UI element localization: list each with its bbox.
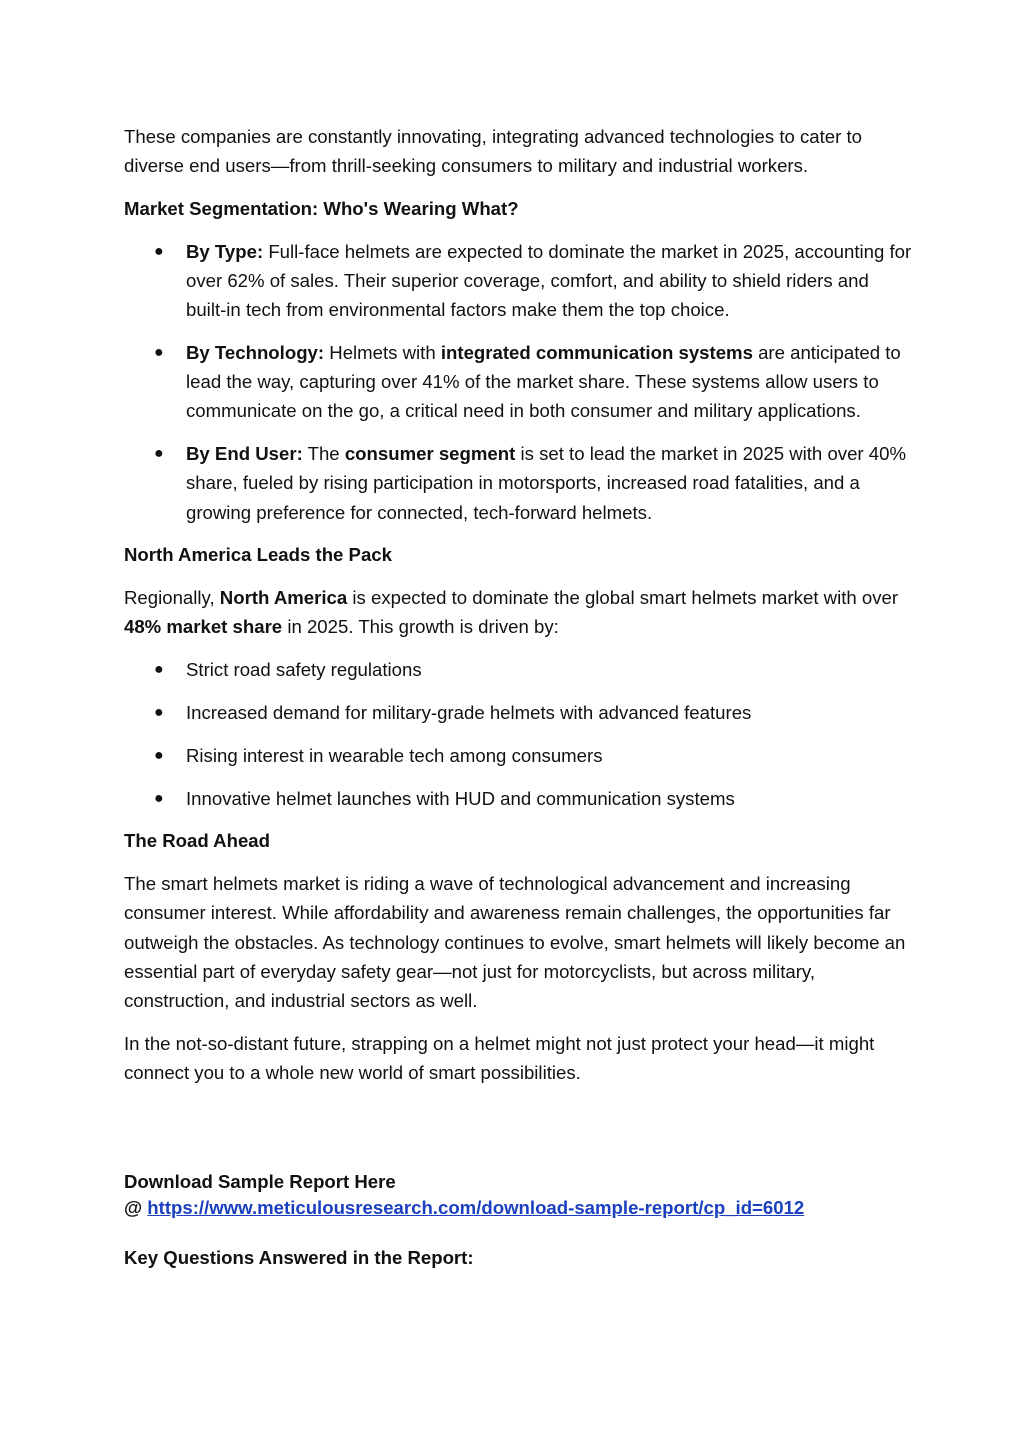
segment-text: Helmets with xyxy=(324,342,441,363)
segment-label: By Technology: xyxy=(186,342,325,363)
share-emphasis: 48% market share xyxy=(124,616,283,638)
spacer xyxy=(124,1101,914,1169)
text-run: Regionally, xyxy=(124,587,220,609)
list-item xyxy=(124,237,914,325)
bullet-icon: ● xyxy=(154,445,164,463)
driver-text: Innovative helmet launches with HUD and communication systems xyxy=(186,787,735,809)
list-item xyxy=(124,655,914,684)
segment-label: By End User: xyxy=(186,443,303,465)
bullet-icon: ● xyxy=(154,344,164,361)
driver-text: Rising interest in wearable tech among consumers xyxy=(186,744,603,766)
bullet-icon: ● xyxy=(154,704,164,721)
bullet-icon: ● xyxy=(154,746,164,764)
segment-text: is set to lead the market in 2025 with over 40% share, fueled by rising participation in motorsports, increased road fatalities, and a growing preference for connected, tech-forward helmets. xyxy=(186,443,906,523)
download-link-line xyxy=(124,1195,914,1221)
text-run: in 2025. This growth is driven by: xyxy=(282,616,559,638)
north-america-heading: North America Leads the Pack xyxy=(124,544,392,566)
segment-label: By Type: xyxy=(186,240,264,262)
growth-drivers-list xyxy=(124,655,914,813)
segment-emphasis: integrated communication systems xyxy=(440,342,753,363)
key-questions-heading: Key Questions Answered in the Report: xyxy=(124,1246,474,1268)
segment-text: The xyxy=(302,443,345,465)
driver-text: Increased demand for military-grade helmets with advanced features xyxy=(186,702,752,723)
segment-emphasis: consumer segment xyxy=(344,443,516,465)
list-item xyxy=(124,439,914,527)
bullet-icon: ● xyxy=(154,661,164,679)
download-block xyxy=(124,1169,914,1221)
segment-text: are anticipated to lead the way, capturing over 41% of the market share. These systems allow users to communicate on the go, a critical need in both consumer and military applications. xyxy=(186,342,901,422)
list-item xyxy=(124,338,914,426)
bullet-icon: ● xyxy=(154,242,164,260)
at-prefix: @ xyxy=(124,1196,148,1218)
segmentation-list xyxy=(124,237,914,527)
list-item xyxy=(124,784,914,813)
north-america-paragraph xyxy=(124,583,914,641)
driver-text: Strict road safety regulations xyxy=(186,659,422,681)
intro-paragraph: These companies are constantly innovating, integrating advanced technologies to cater to diverse end users—from thrill-seeking consumers to military and industrial workers. xyxy=(124,126,863,177)
download-label: Download Sample Report Here xyxy=(124,1170,396,1192)
document-page xyxy=(124,122,914,1286)
list-item xyxy=(124,698,914,727)
segmentation-heading: Market Segmentation: Who's Wearing What? xyxy=(124,198,519,219)
region-emphasis: North America xyxy=(219,587,348,609)
closing-paragraph: In the not-so-distant future, strapping on a helmet might not just protect your head—it might connect you to a whole new world of smart possibilities. xyxy=(124,1032,875,1083)
list-item xyxy=(124,741,914,770)
segment-text: Full-face helmets are expected to dominate the market in 2025, accounting for over 62% of sales. Their superior coverage, comfort, and ability to shield riders and built-in tech from environmental factors make them the top choice. xyxy=(186,240,912,321)
bullet-icon: ● xyxy=(154,789,164,807)
road-ahead-paragraph: The smart helmets market is riding a wave of technological advancement and increasing consumer interest. While affordability and awareness remain challenges, the opportunities far outweigh the obstacles. As technology continues to evolve, smart helmets will likely become an essential part of everyday safety gear—not just for motorcyclists, but across military, construction, and industrial sectors as well. xyxy=(124,873,906,1011)
text-run: is expected to dominate the global smart helmets market with over xyxy=(347,587,899,609)
road-ahead-heading: The Road Ahead xyxy=(124,830,271,852)
download-sample-link[interactable]: https://www.meticulousresearch.com/download-sample-report/cp_id=6012 xyxy=(147,1196,805,1218)
